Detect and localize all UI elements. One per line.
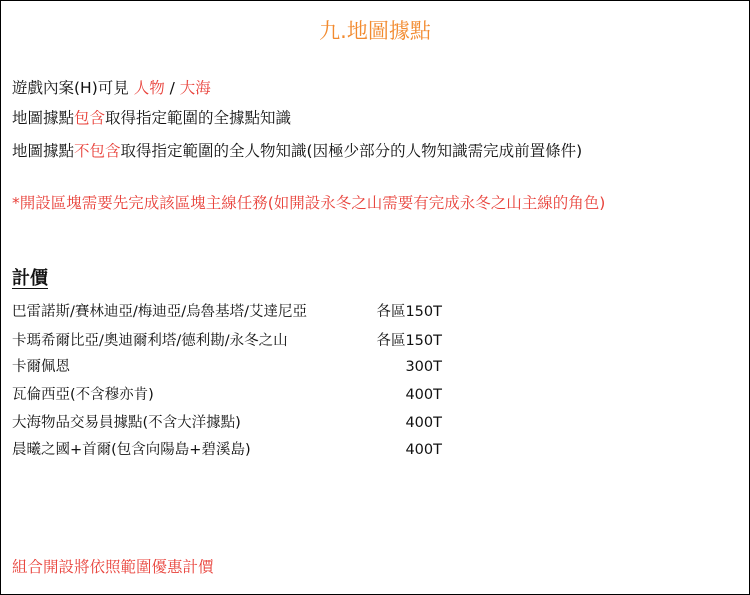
- intro-line1-sea: 大海: [179, 79, 211, 97]
- price-value: 各區150T: [376, 333, 442, 349]
- price-row: [12, 439, 442, 461]
- intro-line-excludes: [12, 140, 582, 162]
- price-row: [12, 330, 442, 352]
- price-value: 400T: [405, 387, 442, 403]
- intro-line2-suffix: 取得指定範圍的全據點知識: [105, 109, 292, 127]
- intro-line3-excludes: 不包含: [74, 142, 121, 160]
- footer-note: 組合開設將依照範圍優惠計價: [12, 558, 214, 576]
- price-value: 400T: [405, 415, 442, 431]
- price-region: 卡瑪希爾比亞/奧迪爾利塔/德利勘/永冬之山: [12, 333, 288, 349]
- price-row: [12, 301, 442, 323]
- price-region: 卡爾佩恩: [12, 359, 70, 375]
- intro-line2-prefix: 地圖據點: [12, 109, 75, 127]
- price-value: 300T: [405, 359, 442, 375]
- price-region: 大海物品交易員據點(不含大洋據點): [12, 415, 241, 431]
- price-region: 晨曦之國+首爾(包含向陽島+碧溪島): [12, 442, 251, 458]
- price-region: 巴雷諾斯/賽林迪亞/梅迪亞/烏魯基塔/艾達尼亞: [12, 304, 308, 320]
- intro-line-includes: [12, 107, 291, 129]
- intro-line2-includes: 包含: [74, 109, 106, 127]
- page-title: 九.地圖據點: [319, 19, 431, 43]
- intro-line3-suffix: 取得指定範圍的全人物知識(因極少部分的人物知識需完成前置條件): [120, 142, 583, 160]
- price-region: 瓦倫西亞(不含穆亦肯): [12, 387, 154, 403]
- intro-line-visibility: [12, 77, 211, 99]
- price-row: [12, 356, 442, 378]
- intro-line1-separator: /: [164, 79, 180, 97]
- price-value: 400T: [405, 442, 442, 458]
- intro-line1-prefix: 遊戲內案(H)可見: [12, 79, 134, 97]
- intro-line3-prefix: 地圖據點: [12, 142, 75, 160]
- price-value: 各區150T: [376, 304, 442, 320]
- price-row: [12, 412, 442, 434]
- notice-text: *開設區塊需要先完成該區塊主線任務(如開設永冬之山需要有完成永冬之山主線的角色): [12, 194, 606, 212]
- pricing-heading: 計價: [12, 268, 48, 289]
- intro-line1-people: 人物: [133, 79, 165, 97]
- price-row: [12, 384, 442, 406]
